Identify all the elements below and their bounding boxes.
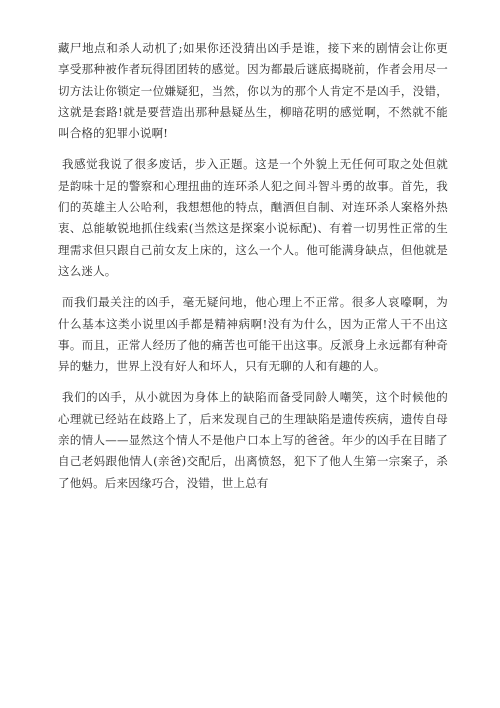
paragraph-3: 而我们最关注的凶手，毫无疑问地，他心理上不正常。很多人哀嚎啊，为什么基本这类小说里凶手都是精神病啊!没有为什么，因为正常人干不出这事。而且，正常人经历了他的痛苦也可能干出这事。反派身上永远都有种奇异的魅力，世界上没有好人和坏人，只有无聊的人和有趣的人。 xyxy=(58,295,448,374)
paragraph-2: 我感觉我说了很多废话，步入正题。这是一个外貌上无任何可取之处但就是韵味十足的警察和心理扭曲的连环杀人犯之间斗智斗勇的故事。首先，我们的英雄主人公哈利，我想想他的特点，酗酒但自制、对连环杀人案格外热衷、总能敏锐地抓住线索(当然这是探案小说标配)、有着一切男性正常的生理需求但只跟自己前女友上床的，这么一个人。他可能满身缺点，但他就是这么迷人。 xyxy=(58,157,448,278)
paragraph-1: 藏尸地点和杀人动机了;如果你还没猜出凶手是谁，接下来的剧情会让你更享受那种被作者玩得团团转的感觉。因为都最后谜底揭晓前，作者会用尽一切方法让你锁定一位嫌疑犯，当然，你以为的那个人肯定不是凶手，没错，这就是套路!就是要营造出那种悬疑丛生，柳暗花明的感觉啊，不然就不能叫合格的犯罪小说啊! xyxy=(58,41,448,141)
document-body xyxy=(58,38,448,504)
paragraph-4: 我们的凶手，从小就因为身体上的缺陷而备受同龄人嘲笑，这个时候他的心理就已经站在歧路上了，后来发现自己的生理缺陷是遗传疾病，遗传自母亲的情人——显然这个情人不是他户口本上写的爸爸。年少的凶手在目睹了自己老妈跟他情人(亲爸)交配后，出离愤怒，犯下了他人生第一宗案子，杀了他妈。后来因缘巧合，没错，世上总有 xyxy=(58,390,448,490)
